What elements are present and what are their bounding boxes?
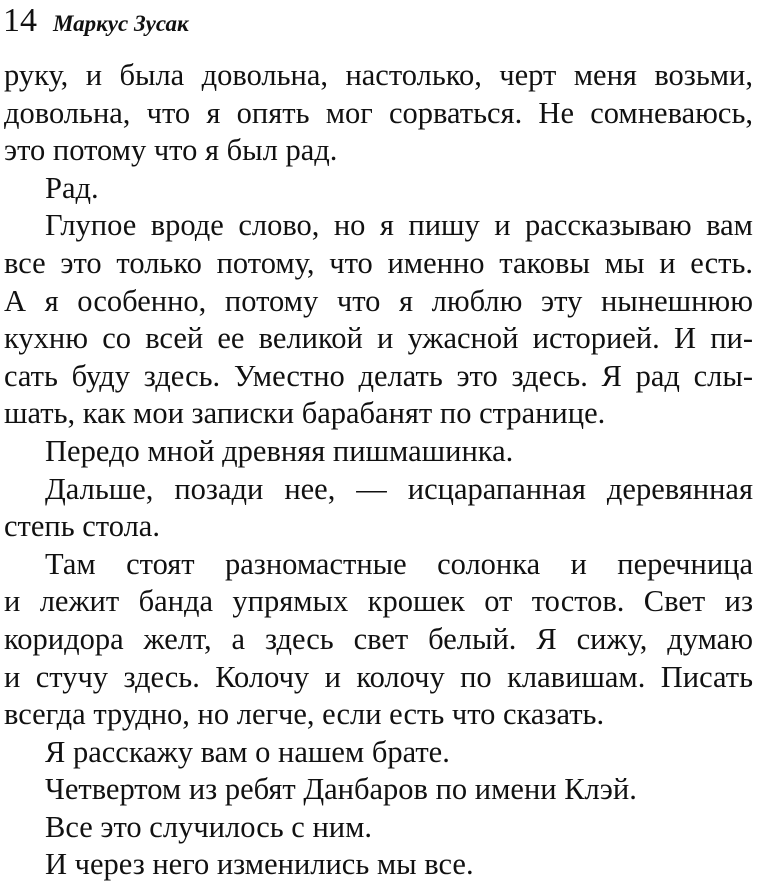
text-line: коридора желт, а здесь свет белый. Я сижу, думаю xyxy=(4,621,753,656)
running-header xyxy=(3,1,189,41)
text-line: и лежит банда упрямых крошек от тостов. Свет из xyxy=(4,584,753,619)
text-line: Дальше, позади нее, — исцарапанная деревянная xyxy=(45,471,753,506)
text-line: Четвертом из ребят Данбаров по имени Клэй. xyxy=(45,772,637,807)
text-line: А я особенно, потому что я люблю эту нынешнюю xyxy=(4,283,753,318)
text-line: И через него изменились мы все. xyxy=(45,847,474,882)
text-line: Передо мной древняя пишмашинка. xyxy=(45,433,514,468)
text-line: степь стола. xyxy=(4,509,160,544)
text-line: Я расскажу вам о нашем брате. xyxy=(45,734,450,769)
text-line: довольна, что я опять мог сорваться. Не сомневаюсь, xyxy=(4,95,753,130)
text-line: Рад. xyxy=(45,170,99,205)
page-number: 14 xyxy=(3,2,37,39)
text-line: это потому что я был рад. xyxy=(4,133,338,168)
text-line: руку, и была довольна, настолько, черт меня возьми, xyxy=(4,58,753,92)
text-line: кухню со всей ее великой и ужасной историей. И пи- xyxy=(4,321,753,356)
text-line: Там стоят разномастные солонка и перечница xyxy=(45,546,753,581)
text-line: все это только потому, что именно таковы мы и есть. xyxy=(4,245,753,280)
text-line: сать буду здесь. Уместно делать это здесь. Я рад слы- xyxy=(4,358,753,393)
text-line: шать, как мои записки барабанят по странице. xyxy=(4,396,606,431)
text-line: Все это случилось с ним. xyxy=(45,809,373,844)
text-line: всегда трудно, но легче, если есть что сказать. xyxy=(4,697,605,732)
running-header-author: Маркус Зусак xyxy=(53,11,189,36)
text-line: Глупое вроде слово, но я пишу и рассказываю вам xyxy=(45,208,753,243)
text-line: и стучу здесь. Колочу и колочу по клавишам. Писать xyxy=(4,659,753,694)
body-text xyxy=(4,57,753,884)
